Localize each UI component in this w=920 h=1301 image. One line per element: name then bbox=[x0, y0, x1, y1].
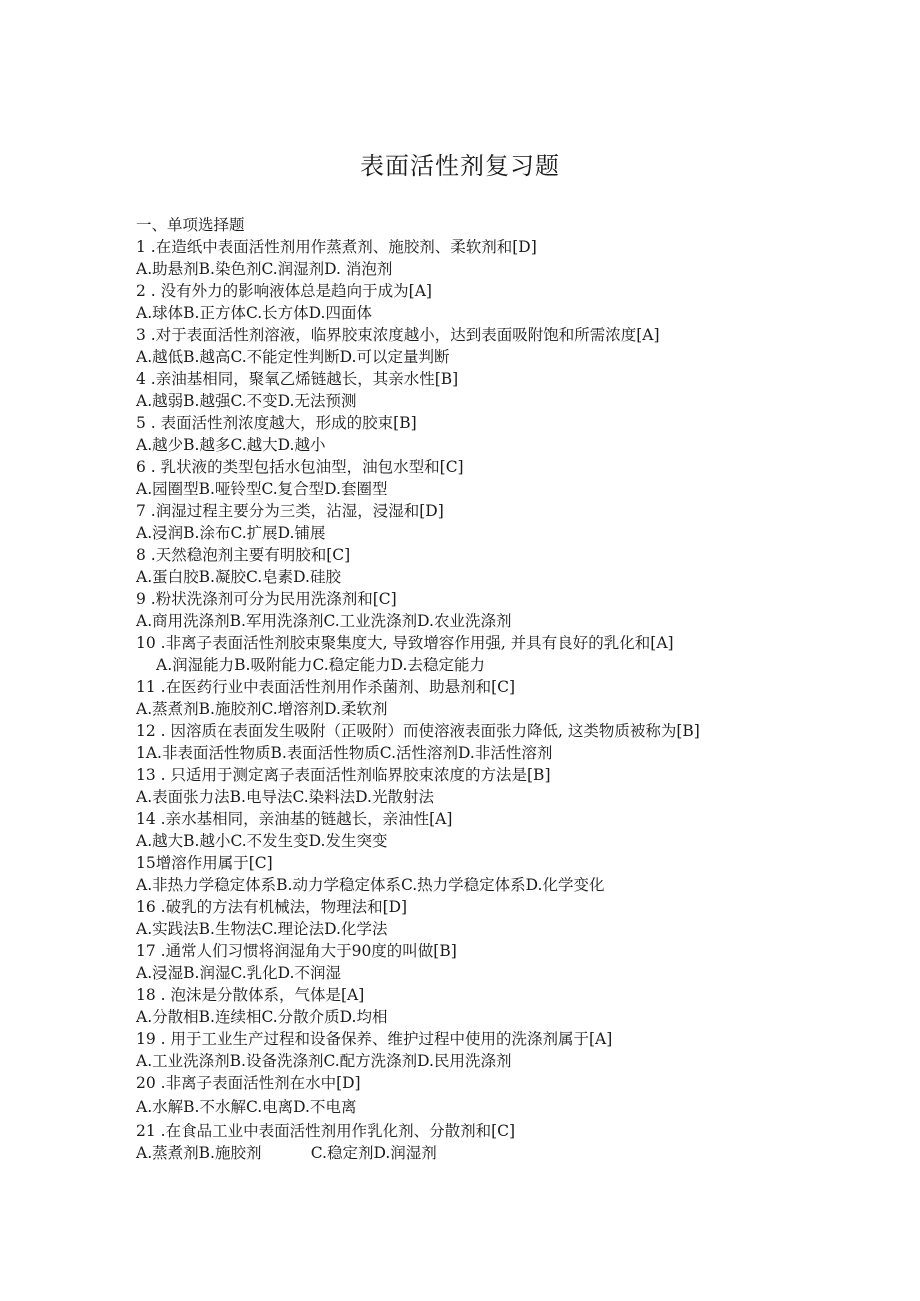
options-17: A.浸湿B.润湿C.乳化D.不润湿 bbox=[136, 964, 341, 982]
options-14: A.越大B.越小C.不发生变D.发生突变 bbox=[136, 832, 388, 850]
question-14: 14 .亲水基相同，亲油基的链越长，亲油性[A] bbox=[136, 810, 453, 828]
options-20: A.水解B.不水解C.电离D.不电离 bbox=[136, 1098, 357, 1116]
section-heading: 一、单项选择题 bbox=[136, 216, 245, 234]
options-13: A.表面张力法B.电导法C.染料法D.光散射法 bbox=[136, 788, 434, 806]
options-11: A.蒸煮剂B.施胶剂C.增溶剂D.柔软剂 bbox=[136, 700, 388, 718]
options-5: A.越少B.越多C.越大D.越小 bbox=[136, 436, 326, 454]
page-title: 表面活性剂复习题 bbox=[360, 152, 560, 180]
options-3: A.越低B.越高C.不能定性判断D.可以定量判断 bbox=[136, 348, 450, 366]
question-18: 18 . 泡沫是分散体系，气体是[A] bbox=[136, 986, 365, 1004]
question-6: 6 . 乳状液的类型包括水包油型，油包水型和[C] bbox=[136, 458, 464, 476]
question-12: 12 . 因溶质在表面发生吸附（正吸附）而使溶液表面张力降低, 这类物质被称为[B] bbox=[136, 722, 700, 740]
options-7: A.浸润B.涂布C.扩展D.铺展 bbox=[136, 524, 326, 542]
question-16: 16 .破乳的方法有机械法，物理法和[D] bbox=[136, 898, 408, 916]
question-21: 21 .在食品工业中表面活性剂用作乳化剂、分散剂和[C] bbox=[136, 1122, 516, 1140]
question-5: 5 . 表面活性剂浓度越大，形成的胶束[B] bbox=[136, 414, 417, 432]
question-3: 3 .对于表面活性剂溶液，临界胶束浓度越小，达到表面吸附饱和所需浓度[A] bbox=[136, 326, 660, 344]
question-2: 2 . 没有外力的影响液体总是趋向于成为[A] bbox=[136, 282, 432, 300]
question-1: 1 .在造纸中表面活性剂用作蒸煮剂、施胶剂、柔软剂和[D] bbox=[136, 238, 537, 256]
question-10: 10 .非离子表面活性剂胶束聚集度大, 导致增容作用强, 并具有良好的乳化和[A] bbox=[136, 634, 674, 652]
question-19: 19 . 用于工业生产过程和设备保养、维护过程中使用的洗涤剂属于[A] bbox=[136, 1030, 613, 1048]
question-17: 17 .通常人们习惯将润湿角大于90度的叫做[B] bbox=[136, 942, 457, 960]
options-9: A.商用洗涤剂B.军用洗涤剂C.工业洗涤剂D.农业洗涤剂 bbox=[136, 612, 512, 630]
options-6: A.园圈型B.哑铃型C.复合型D.套圈型 bbox=[136, 480, 388, 498]
options-4: A.越弱B.越强C.不变D.无法预测 bbox=[136, 392, 357, 410]
question-8: 8 .天然稳泡剂主要有明胶和[C] bbox=[136, 546, 351, 564]
options-2: A.球体B.正方体C.长方体D.四面体 bbox=[136, 304, 372, 322]
options-8: A.蛋白胶B.凝胶C.皂素D.硅胶 bbox=[136, 568, 341, 586]
options-18: A.分散相B.连续相C.分散介质D.均相 bbox=[136, 1008, 388, 1026]
question-4: 4 .亲油基相同，聚氧乙烯链越长，其亲水性[B] bbox=[136, 370, 459, 388]
options-12: 1A.非表面活性物质B.表面活性物质C.活性溶剂D.非活性溶剂 bbox=[136, 744, 553, 762]
options-16: A.实践法B.生物法C.理论法D.化学法 bbox=[136, 920, 388, 938]
options-19: A.工业洗涤剂B.设备洗涤剂C.配方洗涤剂D.民用洗涤剂 bbox=[136, 1052, 512, 1070]
question-9: 9 .粉状洗涤剂可分为民用洗涤剂和[C] bbox=[136, 590, 397, 608]
question-11: 11 .在医药行业中表面活性剂用作杀菌剂、助悬剂和[C] bbox=[136, 678, 516, 696]
options-21: A.蒸煮剂B.施胶剂 C.稳定剂D.润湿剂 bbox=[136, 1144, 437, 1162]
options-1: A.助悬剂B.染色剂C.润湿剂D. 消泡剂 bbox=[136, 260, 393, 278]
options-10: A.润湿能力B.吸附能力C.稳定能力D.去稳定能力 bbox=[156, 656, 485, 674]
question-list bbox=[136, 214, 796, 1164]
question-13: 13 . 只适用于测定离子表面活性剂临界胶束浓度的方法是[B] bbox=[136, 766, 551, 784]
question-15: 15增溶作用属于[C] bbox=[136, 854, 273, 872]
question-7: 7 .润湿过程主要分为三类，沾湿，浸湿和[D] bbox=[136, 502, 444, 520]
options-15: A.非热力学稳定体系B.动力学稳定体系C.热力学稳定体系D.化学变化 bbox=[136, 876, 605, 894]
question-20: 20 .非离子表面活性剂在水中[D] bbox=[136, 1074, 361, 1092]
